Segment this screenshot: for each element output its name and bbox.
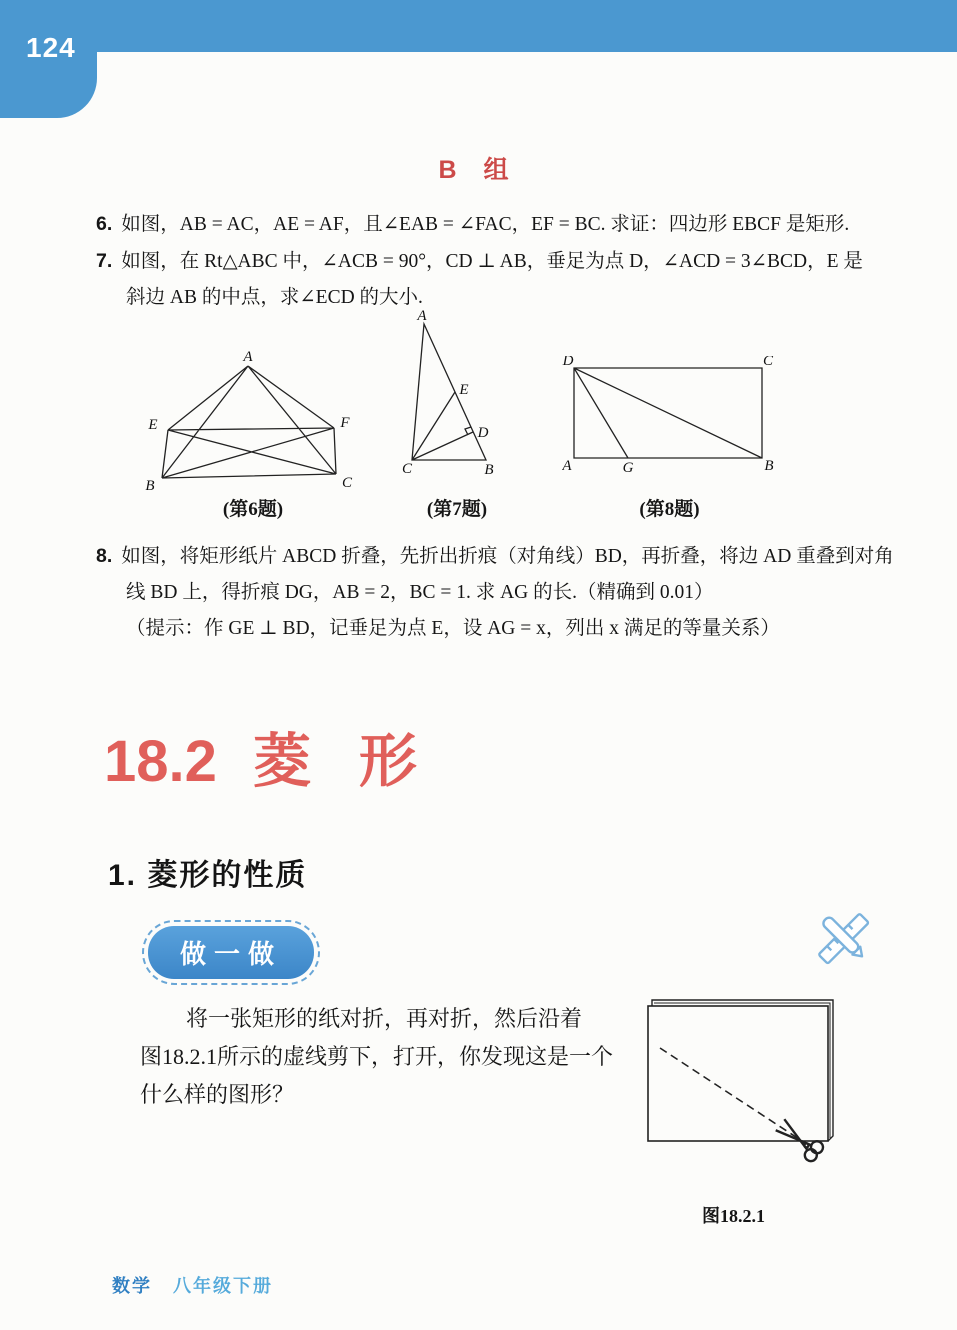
vertex-label: A	[243, 349, 253, 365]
activity-text-line1: 将一张矩形的纸对折，再对折，然后沿着	[186, 1006, 583, 1031]
page-number-tab	[0, 0, 97, 118]
problem-7-text-line2: 斜边 AB 的中点，求∠ECD 的大小.	[126, 287, 423, 308]
figure-6-caption: (第6题)	[222, 499, 284, 520]
problem-6	[96, 206, 871, 243]
activity-paragraph	[140, 1000, 650, 1114]
page-footer	[112, 1272, 273, 1298]
vertex-label: A	[562, 458, 572, 474]
problem-7-text-line1: 如图，在 Rt△ABC 中，∠ACB = 90°，CD ⊥ AB，垂足为点 D，∠ACD = 3∠BCD，E 是	[121, 251, 863, 272]
activity-text-line2: 图18.2.1所示的虚线剪下，打开，你发现这是一个	[140, 1044, 614, 1069]
problem-8-number: 8.	[96, 545, 113, 567]
figure-problem-8	[562, 356, 777, 476]
vertex-label: C	[762, 356, 774, 369]
vertex-label: B	[484, 462, 494, 478]
problem-8-text-line1: 如图，将矩形纸片 ABCD 折叠，先折出折痕（对角线）BD，再折叠，将边 AD 重叠到对角	[121, 546, 894, 567]
problem-8-hint: （提示：作 GE ⊥ BD，记垂足为点 E，设 AG = x，列出 x 满足的等量关系）	[126, 618, 780, 639]
group-b-heading: B 组	[438, 156, 519, 184]
problem-6-number: 6.	[96, 213, 113, 235]
subsection-heading: 1. 菱形的性质	[108, 859, 308, 892]
figure7-lines	[412, 324, 486, 460]
paper-middle-sheet	[654, 1003, 830, 1138]
scissors-icon	[773, 1116, 825, 1164]
section-number: 18.2	[104, 729, 217, 794]
section-heading	[104, 714, 465, 798]
vertex-label: C	[402, 461, 413, 477]
problem-line	[96, 538, 894, 575]
vertex-label: A	[417, 310, 427, 324]
vertex-label: E	[459, 382, 469, 398]
figure-problem-6	[138, 348, 368, 498]
vertex-label: F	[340, 415, 350, 431]
figure6-lines	[162, 366, 336, 478]
figure-7-caption: (第7题)	[426, 499, 488, 520]
problem-8-text-line2: 线 BD 上，得折痕 DG，AB = 2，BC = 1. 求 AG 的长.（精确到 0.01）	[126, 582, 714, 603]
activity-badge-label: 做一做	[148, 926, 314, 979]
activity-badge	[142, 920, 320, 985]
vertex-label: B	[764, 458, 774, 474]
problem-7-number: 7.	[96, 250, 113, 272]
vertex-label: B	[145, 478, 155, 494]
vertex-label: G	[622, 460, 634, 476]
problem-7	[96, 243, 871, 316]
figure-18-2-1	[642, 996, 842, 1206]
page-number: 124	[26, 32, 76, 63]
cut-dashed-line	[660, 1048, 802, 1141]
problem-line	[96, 206, 871, 243]
figure8-lines	[574, 368, 762, 458]
problem-8	[96, 538, 894, 647]
figure-problem-7	[402, 310, 512, 480]
header-band	[0, 0, 957, 52]
ruler-pencil-icon	[815, 912, 873, 966]
vertex-label: D	[562, 356, 574, 369]
problem-6-text: 如图，AB = AC，AE = AF，且∠EAB = ∠FAC，EF = BC. 求证：四边形 EBCF 是矩形.	[121, 214, 850, 235]
problem-line	[96, 243, 871, 280]
activity-text-line3: 什么样的图形？	[140, 1082, 295, 1107]
vertex-label: C	[341, 475, 353, 491]
figure-8-caption: (第8题)	[639, 499, 700, 520]
figure-18-2-1-caption: 图18.2.1	[702, 1206, 765, 1226]
footer-subject: 数学	[112, 1276, 152, 1296]
paper-front-sheet	[648, 1006, 828, 1141]
vertex-label: D	[477, 425, 489, 441]
paper-back-sheet	[652, 1000, 833, 1141]
vertex-label: E	[148, 417, 158, 433]
footer-volume: 八年级下册	[173, 1276, 274, 1296]
section-name: 菱形	[252, 729, 465, 794]
